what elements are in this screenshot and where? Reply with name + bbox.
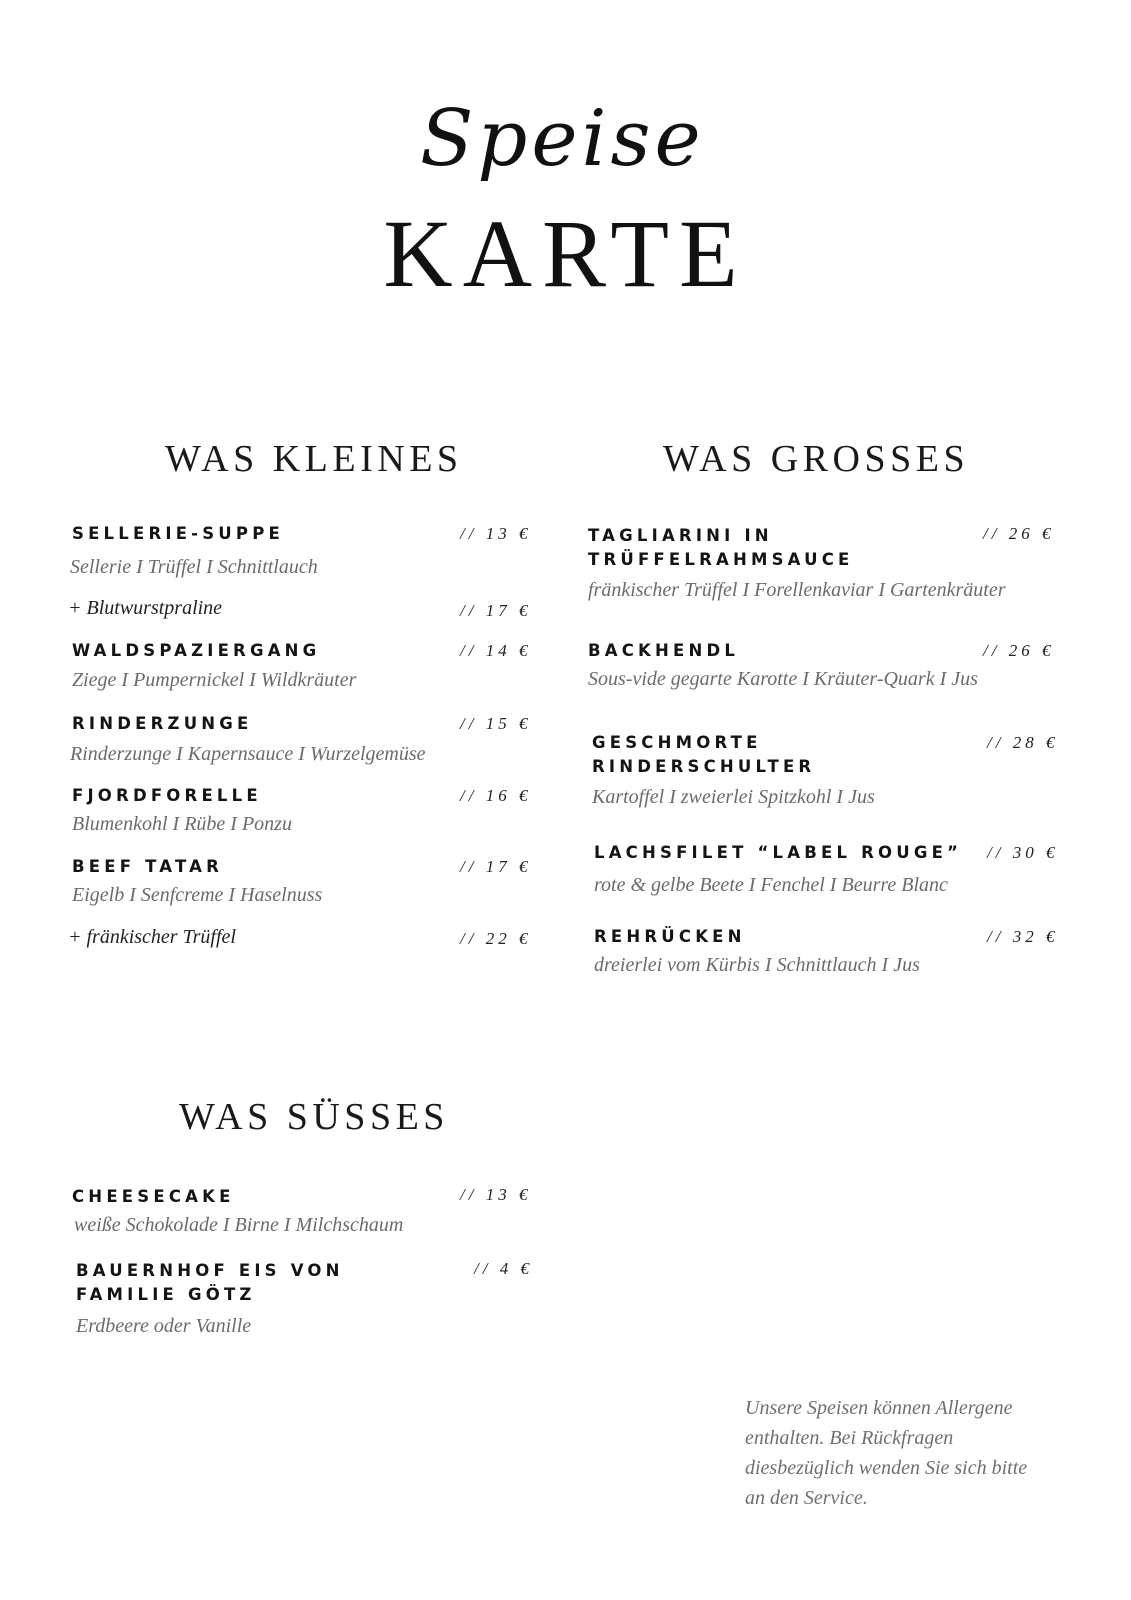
allergen-note <box>745 1393 1065 1513</box>
main-title: KARTE <box>383 200 748 307</box>
item-name-line1: TAGLIARINI IN <box>588 526 773 545</box>
script-title: Speise <box>420 94 705 184</box>
item-price: // 28 € <box>987 733 1059 752</box>
item-name: RINDERZUNGE <box>72 714 253 733</box>
item-price: // 22 € <box>460 929 532 948</box>
item-price: // 13 € <box>460 1185 532 1204</box>
item-name-line2: TRÜFFELRAHMSAUCE <box>588 550 854 569</box>
item-name-line1: GESCHMORTE <box>592 733 762 752</box>
item-description: rote & gelbe Beete I Fenchel I Beurre Blanc <box>594 874 948 896</box>
item-addon: + Blutwurstpraline <box>68 597 223 619</box>
item-description: Rinderzunge I Kapernsauce I Wurzelgemüse <box>70 743 426 765</box>
item-price: // 30 € <box>987 843 1059 862</box>
item-description: weiße Schokolade I Birne I Milchschaum <box>74 1214 404 1236</box>
item-name: LACHSFILET “LABEL ROUGE” <box>594 843 963 862</box>
item-description: Blumenkohl I Rübe I Ponzu <box>72 813 292 835</box>
item-price: // 32 € <box>987 927 1059 946</box>
allergen-note-line: an den Service. <box>745 1487 868 1509</box>
allergen-note-line: diesbezüglich wenden Sie sich bitte <box>745 1457 1028 1479</box>
item-description: Sellerie I Trüffel I Schnittlauch <box>70 556 318 578</box>
item-name-line2: FAMILIE GÖTZ <box>76 1285 256 1304</box>
item-name-line1: BAUERNHOF EIS VON <box>76 1261 344 1280</box>
allergen-note-line: Unsere Speisen können Allergene <box>745 1397 1013 1419</box>
item-name: CHEESECAKE <box>72 1187 235 1206</box>
item-description: Eigelb I Senfcreme I Haselnuss <box>72 884 323 906</box>
item-price: // 26 € <box>983 641 1055 660</box>
item-description: Ziege I Pumpernickel I Wildkräuter <box>72 669 357 691</box>
item-name: SELLERIE-SUPPE <box>72 524 284 543</box>
item-price: // 16 € <box>460 786 532 805</box>
item-description: Sous-vide gegarte Karotte I Kräuter-Quark I Jus <box>588 668 978 690</box>
allergen-note-line: enthalten. Bei Rückfragen <box>745 1427 954 1449</box>
item-name: BACKHENDL <box>588 641 740 660</box>
item-name: BEEF TATAR <box>72 857 224 876</box>
item-price: // 4 € <box>474 1259 533 1278</box>
item-name: WALDSPAZIERGANG <box>72 641 321 660</box>
item-description: Erdbeere oder Vanille <box>76 1315 252 1337</box>
item-name: FJORDFORELLE <box>72 786 262 805</box>
item-name-line2: RINDERSCHULTER <box>592 757 816 776</box>
item-description: Kartoffel I zweierlei Spitzkohl I Jus <box>592 786 875 808</box>
item-name: REHRÜCKEN <box>594 927 746 946</box>
item-addon: + fränkischer Trüffel <box>68 926 236 948</box>
item-price: // 13 € <box>460 524 532 543</box>
section-title-suesses: WAS SÜSSES <box>179 1096 449 1138</box>
item-price: // 17 € <box>460 857 532 876</box>
section-title-kleines: WAS KLEINES <box>165 438 463 480</box>
item-description: dreierlei vom Kürbis I Schnittlauch I Jus <box>594 954 920 976</box>
section-title-grosses: WAS GROSSES <box>663 438 970 480</box>
item-description: fränkischer Trüffel I Forellenkaviar I Gartenkräuter <box>588 579 1006 601</box>
item-price: // 17 € <box>460 601 532 620</box>
item-price: // 15 € <box>460 714 532 733</box>
item-price: // 26 € <box>983 524 1055 543</box>
item-price: // 14 € <box>460 641 532 660</box>
